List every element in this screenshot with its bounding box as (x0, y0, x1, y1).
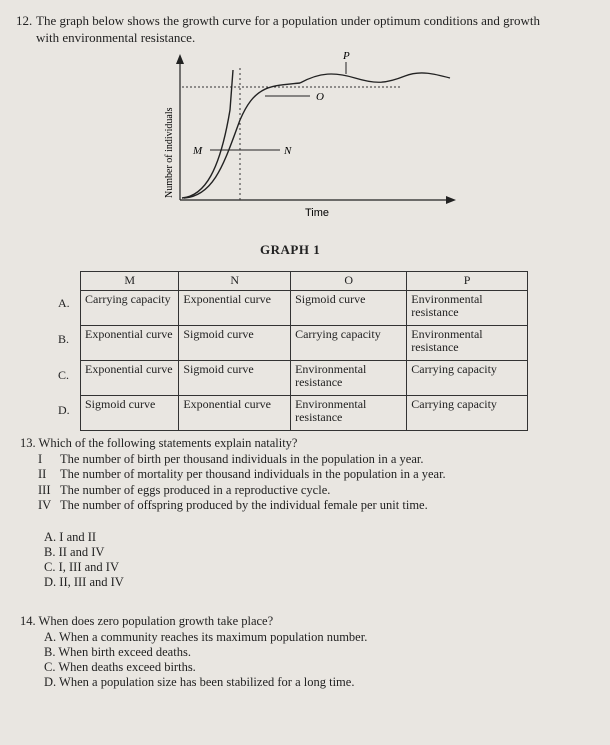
header-m: M (81, 272, 179, 291)
statement-roman: II (38, 467, 47, 481)
table-cell: Carrying capacity (407, 396, 528, 431)
table-row (81, 396, 528, 431)
option-letter-c: C. (58, 368, 70, 382)
y-axis-label: Number of individuals (164, 107, 175, 198)
statement-item (20, 498, 600, 514)
table-cell: Carrying capacity (291, 326, 407, 361)
question-12-stem (16, 12, 601, 46)
choice-item: C. When deaths exceed births. (44, 659, 196, 674)
table-cell: Environmental resistance (407, 291, 528, 326)
table-row (81, 291, 528, 326)
option-letter-a: A. (58, 296, 70, 310)
statement-roman: I (38, 451, 43, 466)
header-o: O (291, 272, 407, 291)
exponential-curve-m (182, 70, 233, 198)
choice-item: D. II, III and IV (44, 574, 124, 589)
table-row (81, 361, 528, 396)
oscillating-curve-p (300, 73, 450, 83)
statement-text: The number of eggs produced in a reproductive cycle. (60, 482, 331, 497)
sigmoid-curve-n (184, 83, 300, 198)
table-cell: Carrying capacity (407, 361, 528, 396)
question-12-line-1: The graph below shows the growth curve for a population under optimum conditions and growth (36, 13, 541, 28)
statement-text: The number of mortality per thousand individuals in the population in a year. (60, 467, 446, 481)
question-13-stem: 13. Which of the following statements explain natality? (20, 436, 298, 450)
table-cell: Sigmoid curve (179, 326, 291, 361)
choice-item: C. I, III and IV (44, 559, 119, 574)
choice-item: D. When a population size has been stabilized for a long time. (44, 674, 355, 689)
table-cell: Exponential curve (179, 396, 291, 431)
question-12-line-2: with environmental resistance. (36, 30, 196, 45)
x-axis-arrow (446, 196, 456, 204)
table-cell: Sigmoid curve (179, 361, 291, 396)
label-m: M (193, 145, 203, 157)
table-cell: Exponential curve (81, 361, 179, 396)
question-13 (20, 436, 600, 590)
label-p: P (343, 50, 350, 62)
table-cell: Environmental resistance (291, 361, 407, 396)
label-o: O (316, 91, 324, 103)
statement-item (20, 483, 600, 499)
question-13-choices (20, 530, 600, 590)
graph-title: GRAPH 1 (260, 242, 321, 257)
question-14-stem: 14. When does zero population growth take place? (20, 614, 274, 628)
statement-item (20, 467, 600, 483)
header-n: N (179, 272, 291, 291)
header-p: P (407, 272, 528, 291)
statement-roman: IV (38, 498, 52, 512)
table-row (81, 326, 528, 361)
table-cell: Exponential curve (81, 326, 179, 361)
table-header-row (81, 272, 528, 291)
growth-curve-graph (160, 50, 460, 230)
x-axis-label: Time (305, 207, 330, 219)
table-cell: Carrying capacity (81, 291, 179, 326)
statement-roman: III (38, 482, 51, 497)
statement-text: The number of offspring produced by the individual female per unit time. (60, 498, 428, 512)
table-cell: Environmental resistance (407, 326, 528, 361)
question-14 (20, 614, 600, 690)
choice-item: B. II and IV (44, 544, 105, 559)
option-letter-b: B. (58, 332, 70, 346)
label-n: N (284, 145, 292, 157)
choice-item: B. When birth exceed deaths. (44, 644, 191, 659)
table-cell: Exponential curve (179, 291, 291, 326)
y-axis-arrow (176, 54, 184, 64)
question-14-choices (20, 630, 600, 690)
option-letter-d: D. (58, 403, 70, 417)
table-cell: Sigmoid curve (291, 291, 407, 326)
choice-item: A. I and II (44, 529, 97, 544)
statement-text: The number of birth per thousand individuals in the population in a year. (60, 451, 424, 466)
choice-item: A. When a community reaches its maximum population number. (44, 629, 368, 644)
table-cell: Environmental resistance (291, 396, 407, 431)
answer-options-table (80, 271, 528, 431)
table-cell: Sigmoid curve (81, 396, 179, 431)
statement-item (20, 452, 600, 468)
question-12-number: 12. (16, 13, 33, 28)
